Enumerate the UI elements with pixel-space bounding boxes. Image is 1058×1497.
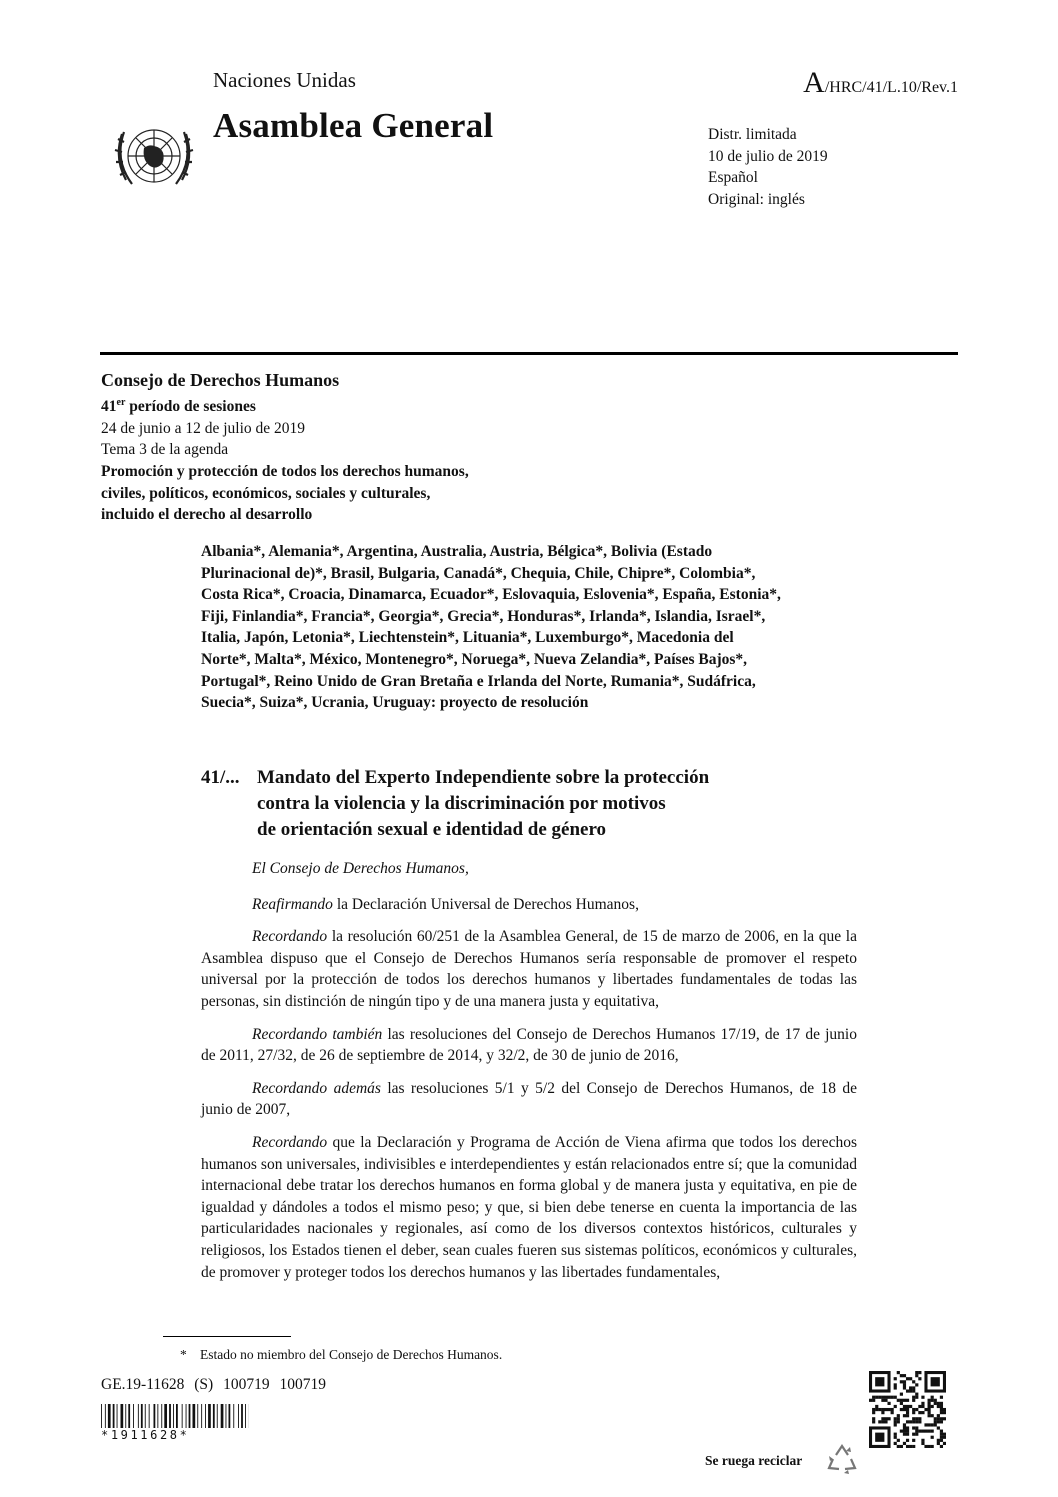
council-name: Consejo de Derechos Humanos — [101, 370, 340, 390]
agenda-title-line: civiles, políticos, económicos, sociales y culturales, — [101, 484, 431, 502]
footnote-marker: * — [180, 1347, 187, 1362]
organization-name: Naciones Unidas — [213, 68, 356, 92]
header-rule — [100, 352, 958, 355]
agenda-title-line: Promoción y protección de todos los derechos humanos, — [101, 462, 469, 480]
agenda-title-line: incluido el derecho al desarrollo — [101, 506, 313, 524]
resolution-number: 41/... — [201, 767, 240, 788]
session-number: 41er período de sesiones — [101, 397, 256, 416]
qr-code-icon — [869, 1371, 946, 1448]
resolution-title-line: contra la violencia y la discriminación por motivos — [257, 793, 666, 814]
distr-date: 10 de julio de 2019 — [708, 147, 828, 165]
preamble-paragraph: Reafirmando la Declaración Universal de Derechos Humanos, — [252, 895, 639, 913]
distr-original: Original: inglés — [708, 190, 805, 208]
footnote-rule — [163, 1336, 291, 1337]
sponsors-list: Albania*, Alemania*, Argentina, Australia, Austria, Bélgica*, Bolivia (Estado Plurinacional de)*, Brasil, Bulgaria, Canadá*, Chequia, Chile, Chipre*, Colombia*, Costa Rica*, Croacia, Dinamarca, Ecuador*, Eslovaquia, Eslovenia*, España, Estonia*, Fiji, Finlandia*, Francia*, Georgia*, Grecia*, Honduras*, Irlanda*, Islandia, Israel*, Italia, Japón, Letonia*, Liechtenstein*, Lituania*, Luxemburgo*, Macedonia del Norte*, Malta*, México, Montenegro*, Noruega*, Nueva Zelandia*, Países Bajos*, Portugal*, Reino Unido de Gran Bretaña e Irlanda del Norte, Rumania*, Sudáfrica, Suecia*, Suiza*, Ucrania, Uruguay: proyecto de resolución — [201, 543, 781, 712]
agenda-item: Tema 3 de la agenda — [101, 441, 229, 459]
job-number: GE.19-11628 (S) 100719 100719 — [101, 1376, 326, 1393]
symbol-prefix: A — [803, 66, 825, 99]
session-header — [101, 368, 469, 526]
distr-language: Español — [708, 169, 758, 187]
preamble-paragraph: Recordando también las resoluciones del Consejo de Derechos Humanos 17/19, de 17 de junio de 2011, 27/32, de 26 de septiembre de 2014, y 32/2, de 30 de junio de 2016, — [201, 1025, 857, 1065]
session-dates: 24 de junio a 12 de julio de 2019 — [101, 419, 306, 437]
resolution-title-line: Mandato del Experto Independiente sobre la protección — [257, 767, 710, 788]
opening-line: El Consejo de Derechos Humanos, — [252, 860, 469, 877]
preamble-paragraph: Recordando que la Declaración y Programa de Acción de Viena afirma que todos los derechos humanos son universales, indivisibles e interdependientes y están relacionados entre sí; que la comunidad internacional debe tratar los derechos humanos en forma global y de manera justa y equitativa, en pie de igualdad y dándoles a todos el mismo peso; y que, si bien debe tenerse en cuenta la importancia de las particularidades nacionales y regionales, así como de los diversos contextos históricos, culturales y religiosos, los Estados tienen el deber, sean cuales fueren sus sistemas políticos, económicos y culturales, de promover y proteger todos los derechos humanos y las libertades fundamentales, — [201, 1133, 857, 1281]
barcode-text: *1911628* — [101, 1428, 190, 1442]
assembly-title: Asamblea General — [213, 106, 494, 145]
recycle-text: Se ruega reciclar — [705, 1453, 803, 1468]
preamble-paragraph: Recordando la resolución 60/251 de la Asamblea General, de 15 de marzo de 2006, en la que la Asamblea dispuso que el Consejo de Derechos Humanos sería responsable de promover el respeto universal por la protección de todos los derechos humanos y libertades fundamentales de todas las personas, sin distinción de ningún tipo y de una manera justa y equitativa, — [201, 928, 857, 1010]
barcode-icon — [101, 1404, 249, 1428]
distribution-block — [708, 124, 828, 210]
preamble-paragraph: Recordando además las resoluciones 5/1 y 5/2 del Consejo de Derechos Humanos, de 18 de junio de 2007, — [201, 1079, 857, 1119]
document-symbol — [803, 68, 958, 98]
footnote-text: Estado no miembro del Consejo de Derechos Humanos. — [200, 1347, 503, 1362]
footnote — [180, 1347, 502, 1363]
recycle-icon — [824, 1441, 860, 1477]
un-emblem-icon — [104, 110, 204, 210]
resolution-body — [201, 858, 857, 1294]
resolution-title — [201, 765, 709, 843]
symbol-rest: /HRC/41/L.10/Rev.1 — [824, 79, 958, 96]
resolution-title-line: de orientación sexual e identidad de género — [257, 819, 607, 840]
distr-line: Distr. limitada — [708, 126, 797, 143]
